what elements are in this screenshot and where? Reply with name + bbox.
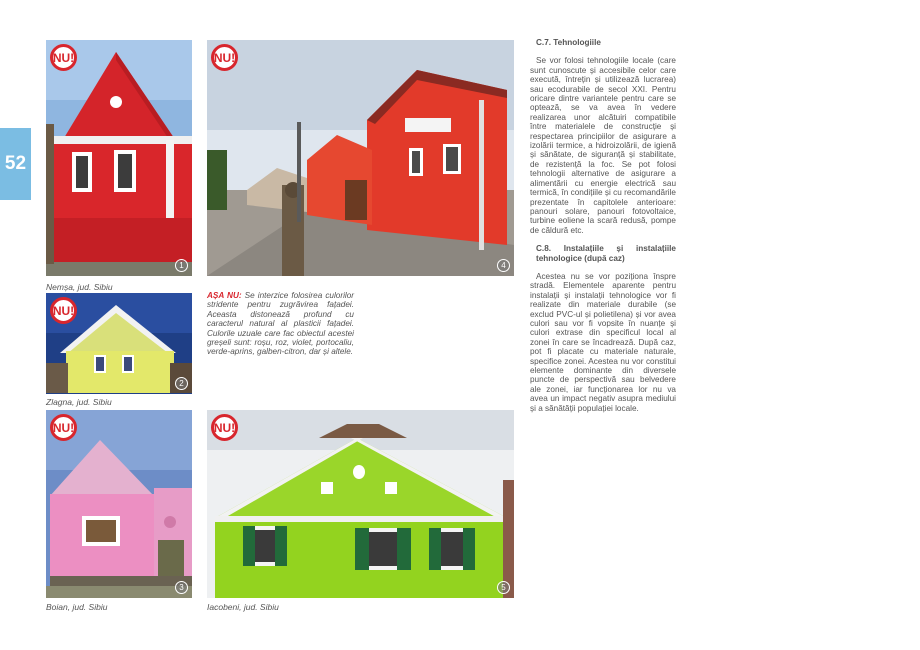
photo-1-image bbox=[46, 40, 192, 276]
photo-1-caption: Nemșa, jud. Sibiu bbox=[46, 282, 113, 292]
photo-number-badge: 1 bbox=[175, 259, 188, 272]
page-number: 52 bbox=[4, 153, 27, 174]
nu-warning-badge: NU! bbox=[50, 44, 77, 71]
photo-3-caption: Boian, jud. Sibiu bbox=[46, 602, 108, 612]
photo-5-image bbox=[207, 410, 514, 598]
page-number-tab bbox=[0, 128, 31, 200]
photo-5-green-house bbox=[207, 410, 514, 598]
photo-number-badge: 3 bbox=[175, 581, 188, 594]
photo-5-caption: Iacobeni, jud. Sibiu bbox=[207, 602, 279, 612]
photo-number-badge: 5 bbox=[497, 581, 510, 594]
nu-warning-badge: NU! bbox=[211, 414, 238, 441]
photo-4-image bbox=[207, 40, 514, 276]
text-column bbox=[530, 38, 676, 413]
photo-number-badge: 4 bbox=[497, 259, 510, 272]
section-c7-body: Se vor folosi tehnologiile locale (care sunt cunoscute și accesibile celor care execută, întrețin și utilizează lucrarea) sau ecodurabile de secol XXI. Pentru oricare dintre variantele pentru care se optează, se va avea în vedere realizarea unor alcătuiri compatibile între materialele de construcție și respectarea principiilor de asigurare a izolării termice, a hidroizolării, de igienă și sănătate, de siguranță și stabilitate, de rezistență la foc. Se pot folosi tehnologii alternative de asigurare a alimentării cu energie electrică sau termică, în condițiile și cu recomandările prezentate în capitolele anterioare: panouri solare, panouri fotovoltaice, turbine eoliene la scară redusă, pompe de căldură etc. bbox=[530, 56, 676, 235]
nu-warning-badge: NU! bbox=[211, 44, 238, 71]
nu-warning-badge: NU! bbox=[50, 297, 77, 324]
section-c7-title: C.7. Tehnologiile bbox=[536, 38, 601, 47]
photo-2-yellow-house bbox=[46, 293, 192, 394]
section-c8-body: Acestea nu se vor poziționa înspre stradă. Elementele aparente pentru instalații și instalații tehnologice vor fi realizate din materiale durabile (se exclud PVC-ul și polietilena) și vor avea culori sau vor fi vopsite în nuanțe și culori extrase din specificul local al zonei în care se încadrează. După caz, pot fi placate cu materiale naturale, specifice zonei. Acestea nu vor constitui elemente dominante din diversele puncte de perspectivă sau belvedere ale zonei, iar funcționarea lor nu va avea un impact negativ asupra mediului și a sănătății populației locale. bbox=[530, 271, 676, 413]
photo-1-red-house bbox=[46, 40, 192, 276]
section-c8-title: C.8. Instalațiile și instalațiile tehnologice (după caz) bbox=[536, 244, 676, 263]
photo-3-pink-house bbox=[46, 410, 192, 598]
warning-lead: AȘA NU: bbox=[207, 291, 242, 300]
photo-4-red-street-house bbox=[207, 40, 514, 276]
photo-number-badge: 2 bbox=[175, 377, 188, 390]
warning-text: Se interzice folosirea culorilor stridente pentru zugrăvirea fațadei. Aceasta distonează profund cu caracterul natural al plasticii fațadei. Culorile uzuale care fac obiectul acestei greșeli sunt: roșu, roz, violet, portocaliu, verde-aprins, galben-citron, dar și altele. bbox=[207, 291, 354, 357]
warning-note bbox=[207, 291, 354, 357]
nu-warning-badge: NU! bbox=[50, 414, 77, 441]
photo-2-caption: Zlagna, jud. Sibiu bbox=[46, 397, 112, 407]
